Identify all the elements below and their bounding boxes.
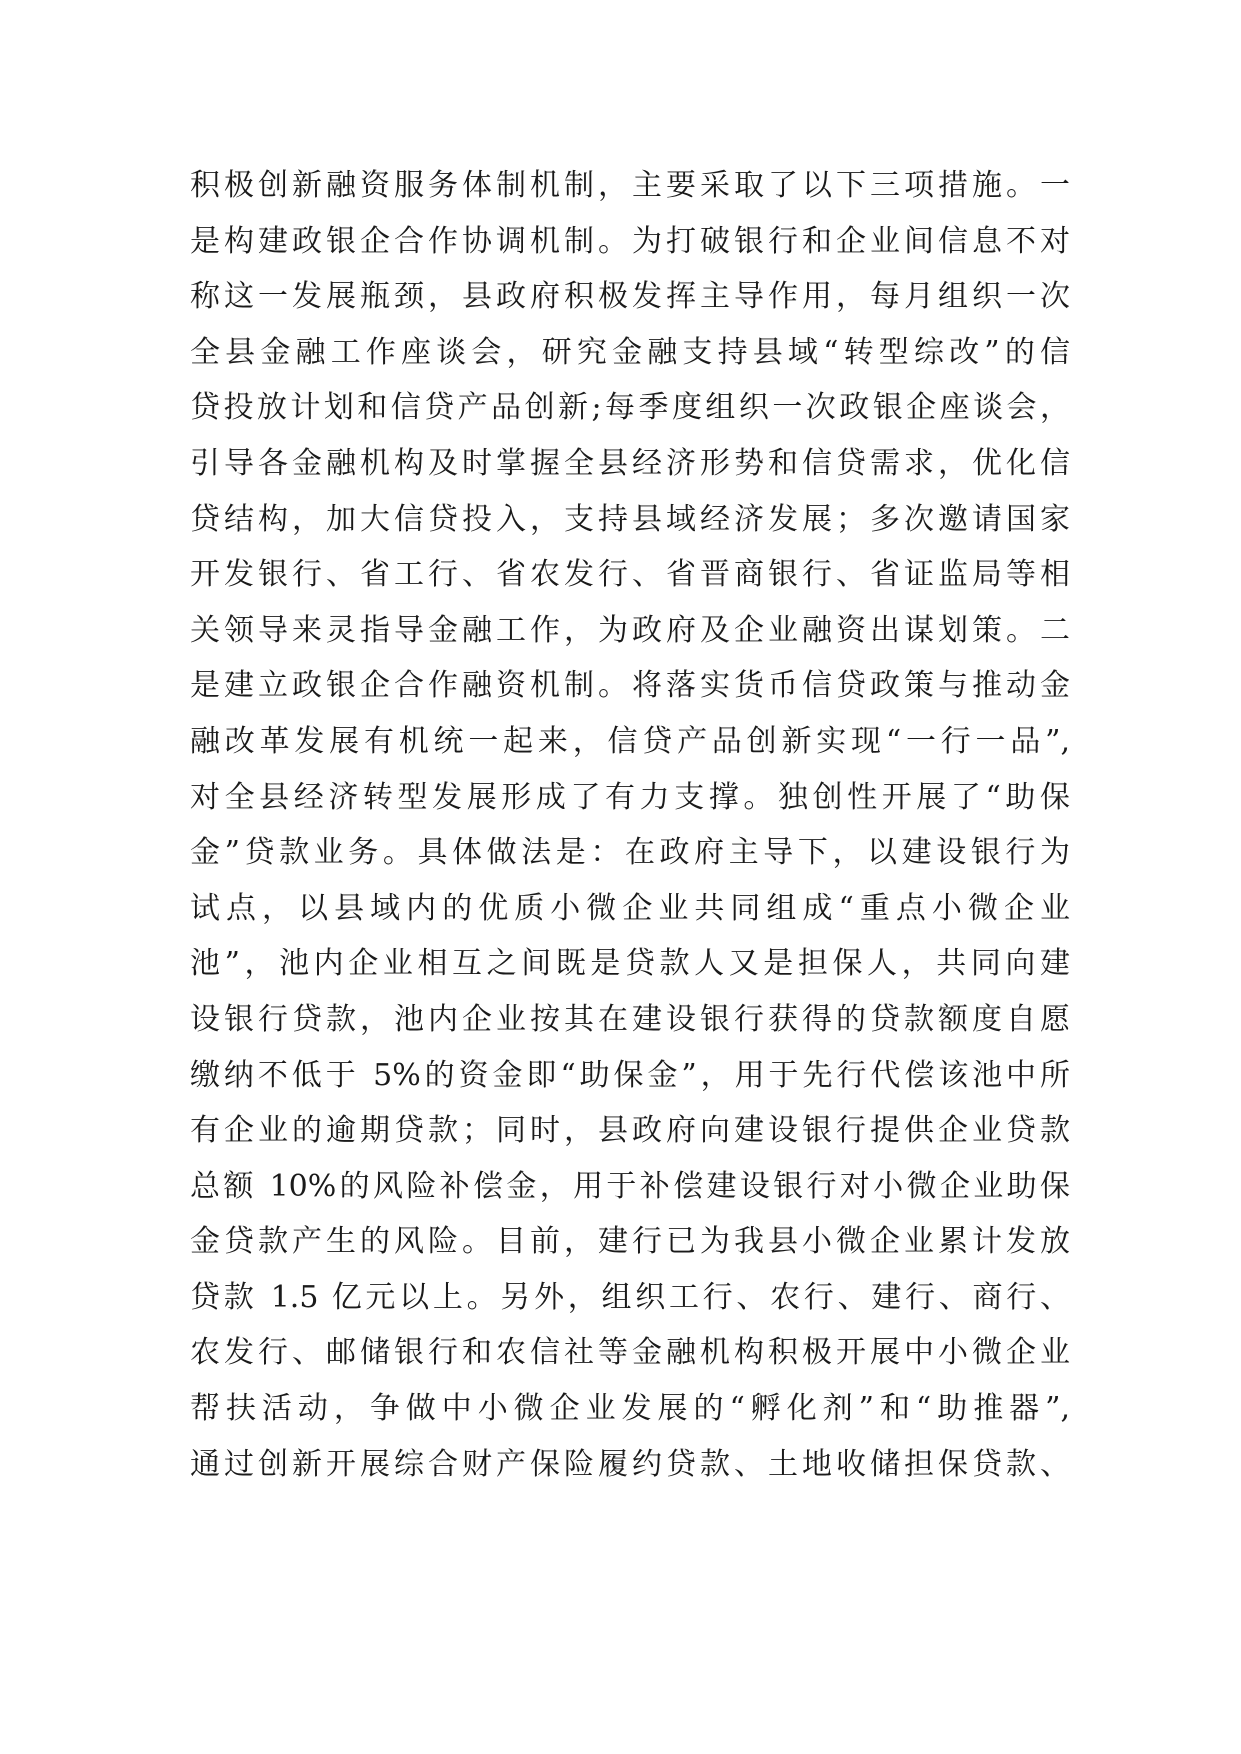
text-line-6: 引导各金融机构及时掌握全县经济形势和信贷需求，优化信 — [190, 445, 1070, 481]
text-line-3: 称这一发展瓶颈，县政府积极发挥主导作用，每月组织一次 — [190, 279, 1070, 315]
text-line-14: 试点，以县域内的优质小微企业共同组成“重点小微企业 — [190, 890, 1070, 926]
text-line-4: 全县金融工作座谈会，研究金融支持县域“转型综改”的信 — [190, 334, 1070, 370]
text-line-19: 总额 10%的风险补偿金，用于补偿建设银行对小微企业助保 — [190, 1168, 1070, 1204]
text-line-1: 积极创新融资服务体制机制，主要采取了以下三项措施。一 — [190, 168, 1070, 203]
text-line-22: 农发行、邮储银行和农信社等金融机构积极开展中小微企业 — [190, 1335, 1070, 1371]
text-line-21: 贷款 1.5 亿元以上。另外，组织工行、农行、建行、商行、 — [190, 1279, 1070, 1315]
text-line-10: 是建立政银企合作融资机制。将落实货币信贷政策与推动金 — [190, 668, 1070, 704]
text-line-17: 缴纳不低于 5%的资金即“助保金”，用于先行代偿该池中所 — [190, 1057, 1070, 1093]
text-line-11: 融改革发展有机统一起来，信贷产品创新实现“一行一品”, — [190, 723, 1070, 759]
text-line-16: 设银行贷款，池内企业按其在建设银行获得的贷款额度自愿 — [190, 1001, 1070, 1037]
text-line-18: 有企业的逾期贷款；同时，县政府向建设银行提供企业贷款 — [190, 1113, 1070, 1149]
text-line-15: 池”，池内企业相互之间既是贷款人又是担保人，共同向建 — [190, 946, 1070, 982]
body-text — [190, 158, 1070, 1492]
text-line-12: 对全县经济转型发展形成了有力支撑。独创性开展了“助保 — [190, 779, 1070, 815]
text-line-20: 金贷款产生的风险。目前，建行已为我县小微企业累计发放 — [190, 1224, 1070, 1260]
text-line-7: 贷结构，加大信贷投入，支持县域经济发展；多次邀请国家 — [190, 501, 1070, 537]
text-line-9: 关领导来灵指导金融工作，为政府及企业融资出谋划策。二 — [190, 612, 1070, 648]
text-line-23: 帮扶活动，争做中小微企业发展的“孵化剂”和“助推器”, — [190, 1391, 1070, 1427]
text-line-24: 通过创新开展综合财产保险履约贷款、土地收储担保贷款、 — [190, 1446, 1070, 1482]
text-line-13: 金”贷款业务。具体做法是：在政府主导下，以建设银行为 — [190, 835, 1070, 871]
text-line-8: 开发银行、省工行、省农发行、省晋商银行、省证监局等相 — [190, 557, 1070, 593]
text-line-5: 贷投放计划和信贷产品创新;每季度组织一次政银企座谈会， — [190, 390, 1070, 426]
text-line-2: 是构建政银企合作协调机制。为打破银行和企业间信息不对 — [190, 223, 1070, 259]
